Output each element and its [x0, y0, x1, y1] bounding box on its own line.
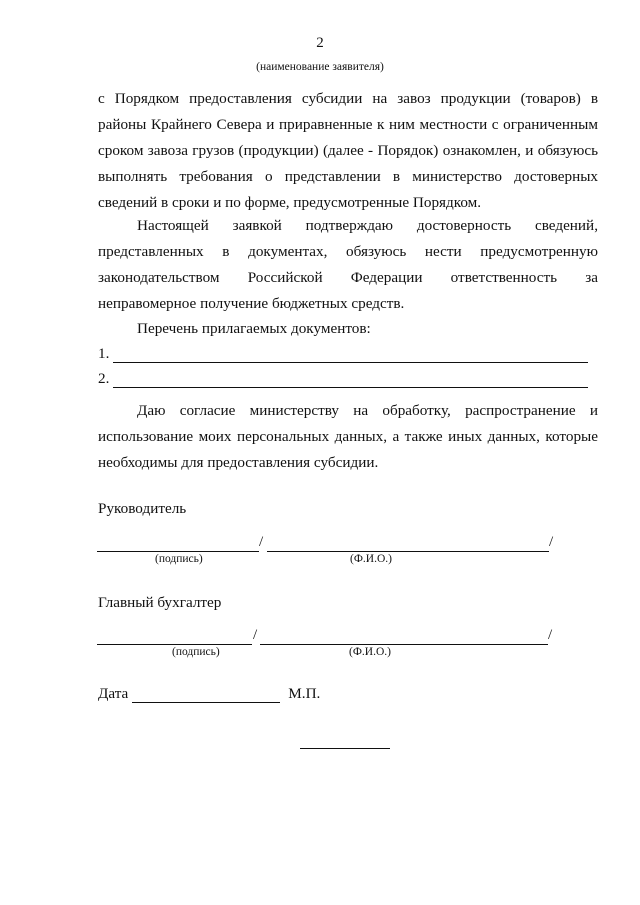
date-blank [132, 685, 280, 703]
date-label: Дата [98, 685, 129, 702]
end-of-document-rule [300, 748, 390, 749]
paragraph-consent: Даю согласие министерству на обработку, распространение и использование моих персональных данных, а также иных данных, которые необходимы для предоставления субсидии. [98, 402, 598, 471]
page-number: 2 [316, 35, 324, 51]
chief-accountant-label: Главный бухгалтер [98, 594, 222, 611]
document-item-blank [113, 370, 588, 388]
document-item-number: 1. [98, 345, 110, 362]
documents-list-title: Перечень прилагаемых документов: [137, 320, 371, 337]
signature-caption: (подпись) [172, 646, 220, 658]
signature-caption: (подпись) [155, 553, 203, 565]
separator-slash: / [548, 627, 553, 643]
document-item-number: 2. [98, 370, 110, 387]
date-row [98, 685, 320, 703]
separator-slash: / [549, 534, 554, 550]
head-signature-line [97, 550, 259, 552]
name-caption: (Ф.И.О.) [349, 646, 391, 658]
head-label: Руководитель [98, 500, 187, 517]
document-list-item [98, 370, 588, 388]
paragraph-confirmation: Настоящей заявкой подтверждаю достоверность сведений, представленных в документах, обязуюсь нести предусмотренную законодательством Российской Федерации ответственность за неправомерное получение бюджетных средств. [98, 217, 598, 312]
applicant-name-caption: (наименование заявителя) [256, 61, 384, 73]
separator-slash: / [253, 627, 258, 643]
accountant-signature-line [97, 643, 252, 645]
paragraph-procedure: с Порядком предоставления субсидии на завоз продукции (товаров) в районы Крайнего Севера и приравненные к ним местности с ограниченным сроком завоза грузов (продукции) (далее - Порядок) ознакомлен, и обязуюсь выполнять требования о представлении в министерство достоверных сведений в сроки и по форме, предусмотренные Порядком. [98, 90, 598, 211]
accountant-name-line [260, 643, 548, 645]
head-name-line [267, 550, 549, 552]
stamp-label: М.П. [288, 685, 321, 702]
name-caption: (Ф.И.О.) [350, 553, 392, 565]
separator-slash: / [259, 534, 264, 550]
document-item-blank [113, 345, 588, 363]
document-list-item [98, 345, 588, 363]
